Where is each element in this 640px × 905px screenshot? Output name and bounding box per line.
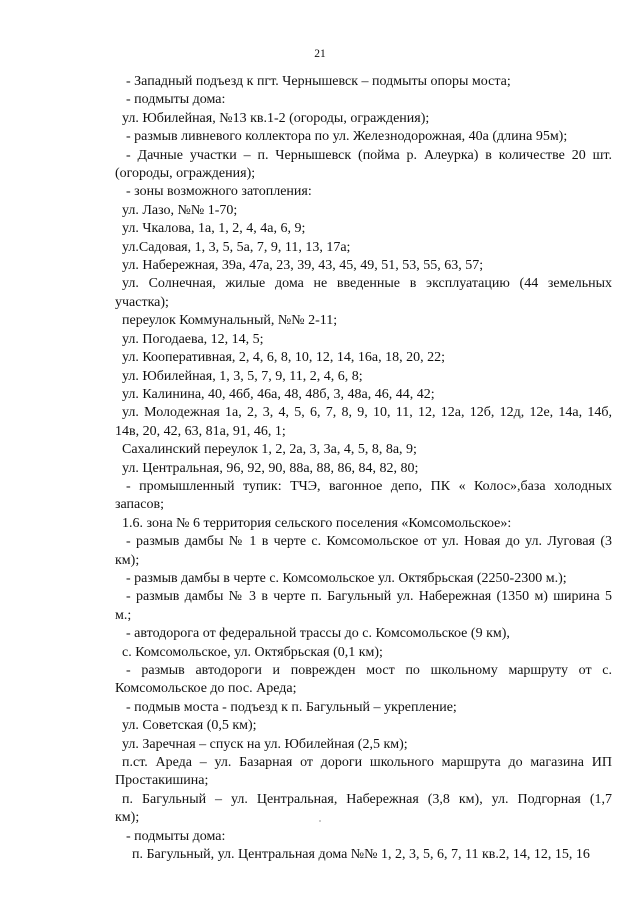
text-line: 14в, 20, 42, 63, 81а, 91, 46, 1; <box>115 423 286 439</box>
text-line: ул. Юбилейная, 1, 3, 5, 7, 9, 11, 2, 4, 6, 8; <box>122 368 363 384</box>
text-line: запасов; <box>115 497 164 513</box>
text-line: - размыв дамбы № 1 в черте с. Комсомольское от ул. Новая до ул. Луговая (3 <box>126 534 612 550</box>
text-line: - подмыв моста - подъезд к п. Багульный – укрепление; <box>126 699 457 715</box>
text-line: - размыв дамбы № 3 в черте п. Багульный ул. Набережная (1350 м) ширина 5 <box>126 589 612 605</box>
text-line: ул. Калинина, 40, 46б, 46а, 48, 48б, 3, 48а, 46, 44, 42; <box>122 386 435 402</box>
text-line: - промышленный тупик: ТЧЭ, вагонное депо, ПК « Колос»,база холодных <box>126 478 612 494</box>
text-line: - размыв дамбы в черте с. Комсомольское ул. Октябрьская (2250-2300 м.); <box>126 570 567 586</box>
text-line: - размыв автодороги и поврежден мост по школьному маршруту от с. <box>126 663 612 678</box>
text-line: км); <box>115 552 140 568</box>
text-line: - автодорога от федеральной трассы до с. Комсомольское (9 км), <box>126 626 510 642</box>
text-line: ул. Погодаева, 12, 14, 5; <box>122 331 264 347</box>
text-line: - Западный подъезд к пгт. Чернышевск – подмыты опоры моста; <box>126 74 511 89</box>
text-line: ул. Юбилейная, №13 кв.1-2 (огороды, ограждения); <box>122 110 430 126</box>
text-line: ул. Заречная – спуск на ул. Юбилейная (2,5 км); <box>122 736 408 752</box>
text-line: ул. Центральная, 96, 92, 90, 88а, 88, 86, 84, 82, 80; <box>122 460 419 476</box>
text-line: ул. Чкалова, 1а, 1, 2, 4, 4а, 6, 9; <box>122 221 306 237</box>
text-line: ул. Советская (0,5 км); <box>122 718 257 734</box>
scan-speck <box>319 820 321 822</box>
text-line: ул.Садовая, 1, 3, 5, 5а, 7, 9, 11, 13, 17а; <box>122 239 351 255</box>
document-body <box>115 73 612 864</box>
text-line: ул. Набережная, 39а, 47а, 23, 39, 43, 45, 49, 51, 53, 55, 63, 57; <box>122 258 484 274</box>
text-line: с. Комсомольское, ул. Октябрьская (0,1 км); <box>122 644 383 660</box>
text-line: 1.6. зона № 6 территория сельского поселения «Комсомольское»: <box>122 515 512 531</box>
text-line: - подмыты дома: <box>126 828 226 844</box>
text-line: м.; <box>115 607 132 623</box>
text-line: п. Багульный, ул. Центральная дома №№ 1, 2, 3, 5, 6, 7, 11 кв.2, 14, 12, 15, 16 <box>132 847 590 863</box>
text-line: км); <box>115 810 140 826</box>
text-line: Комсомольское до пос. Ареда; <box>115 681 297 697</box>
text-line: участка); <box>115 294 169 310</box>
page-number: 21 <box>314 48 326 60</box>
text-line: Простакишина; <box>115 773 209 789</box>
text-line: - подмыты дома: <box>126 92 226 108</box>
text-line: переулок Коммунальный, №№ 2-11; <box>122 313 338 329</box>
text-line: - зоны возможного затопления: <box>126 184 312 200</box>
text-line: ул. Солнечная, жилые дома не введенные в эксплуатацию (44 земельных <box>122 276 612 292</box>
text-line: - размыв ливневого коллектора по ул. Железнодорожная, 40а (длина 95м); <box>126 129 568 145</box>
text-line: ул. Лазо, №№ 1-70; <box>122 202 238 218</box>
text-line: п. Багульный – ул. Центральная, Набережная (3,8 км), ул. Подгорная (1,7 <box>122 791 612 807</box>
text-line: ул. Кооперативная, 2, 4, 6, 8, 10, 12, 14, 16а, 18, 20, 22; <box>122 350 446 366</box>
text-line: (огороды, ограждения); <box>115 166 256 182</box>
text-line: п.ст. Ареда – ул. Базарная от дороги школьного маршрута до магазина ИП <box>122 755 612 771</box>
text-line: ул. Молодежная 1а, 2, 3, 4, 5, 6, 7, 8, 9, 10, 11, 12, 12а, 12б, 12д, 12е, 14а, 14б, <box>122 405 612 421</box>
text-line: Сахалинский переулок 1, 2, 2а, 3, 3а, 4, 5, 8, 8а, 9; <box>122 442 417 458</box>
text-line: - Дачные участки – п. Чернышевск (пойма р. Алеурка) в количестве 20 шт. <box>126 147 612 163</box>
